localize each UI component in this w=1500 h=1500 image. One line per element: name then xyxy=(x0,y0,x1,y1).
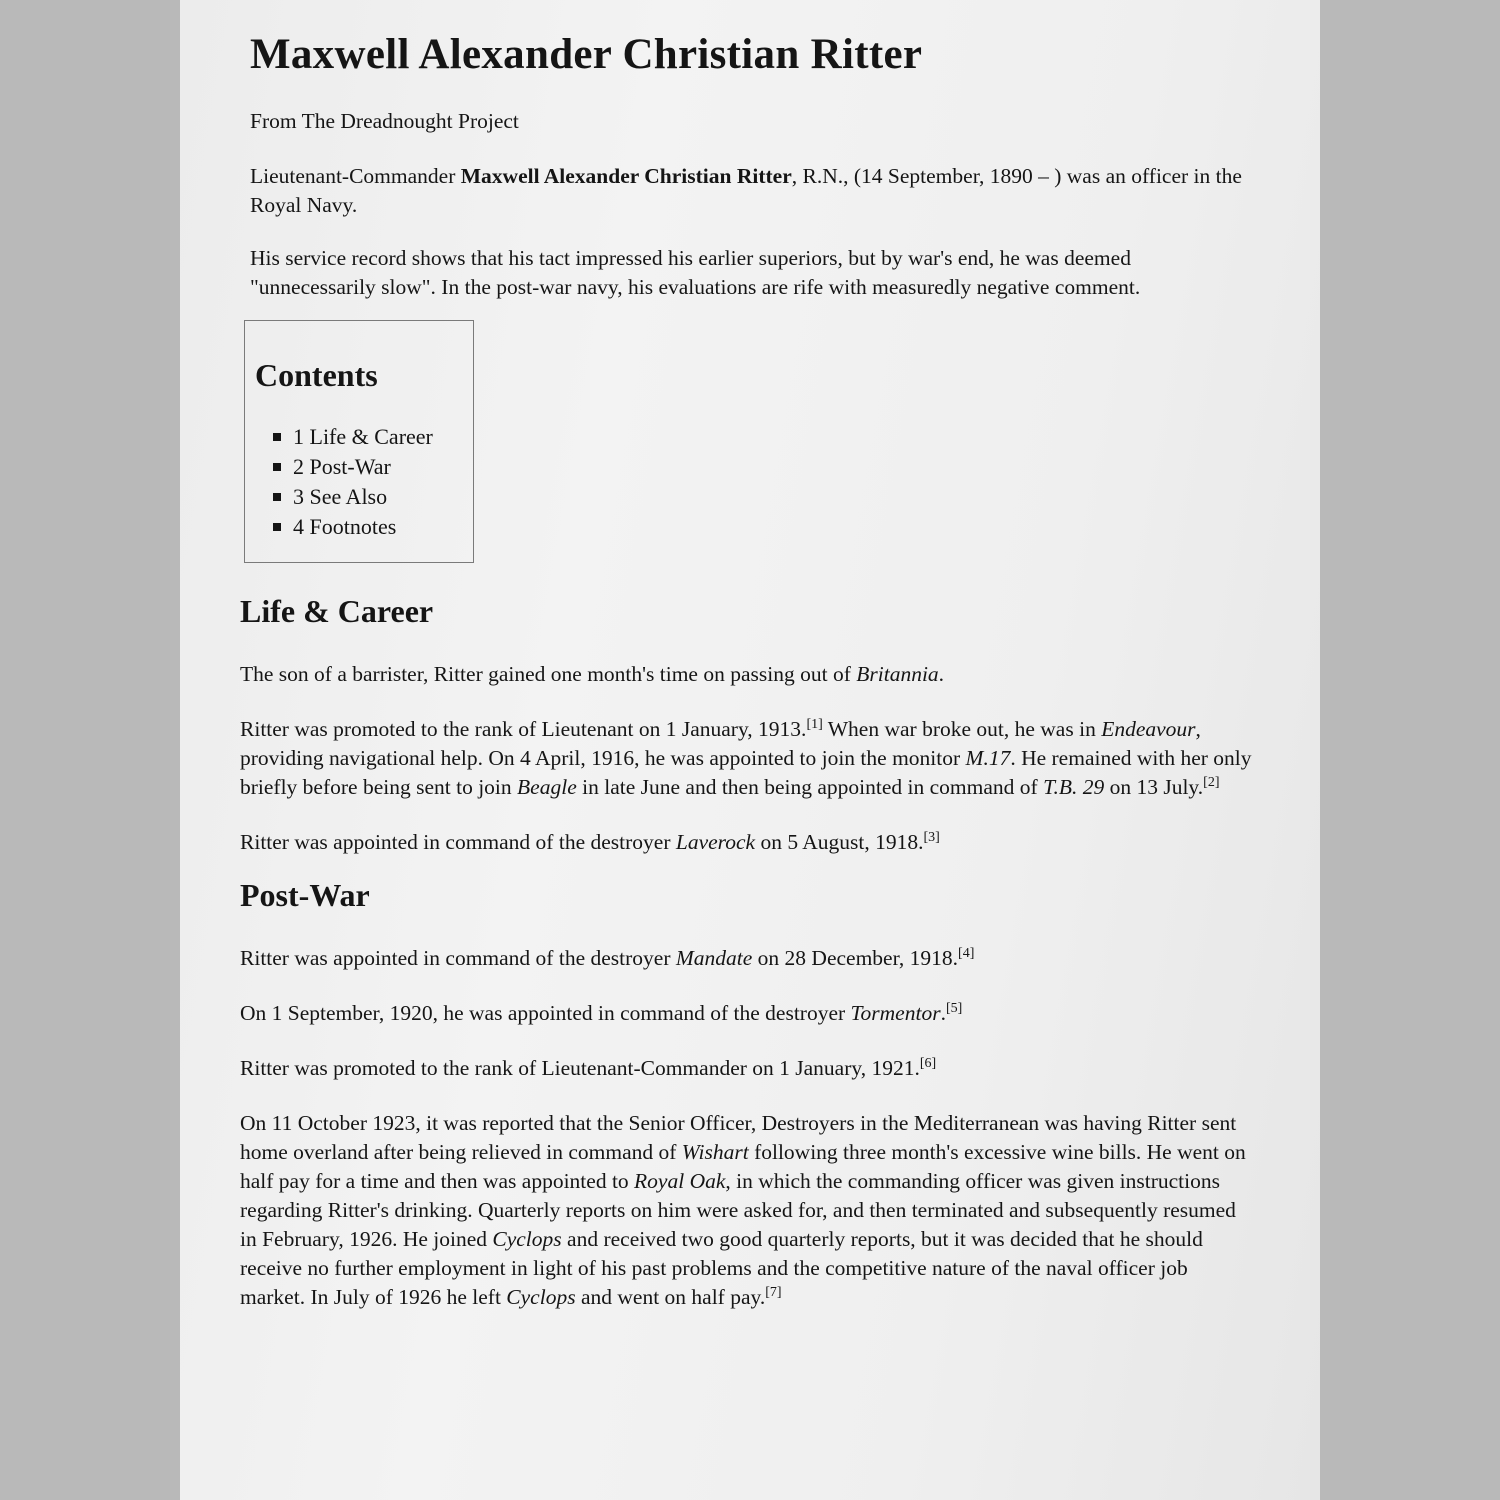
table-of-contents xyxy=(244,320,474,563)
article-body xyxy=(236,30,1256,1338)
ship-name: Britannia xyxy=(856,662,939,686)
ship-name: Mandate xyxy=(675,946,753,970)
ship-name: Laverock xyxy=(675,830,756,854)
section-life-career xyxy=(236,593,1256,857)
footnote-ref[interactable]: [2] xyxy=(1203,774,1220,790)
intro-prefix: Lieutenant-Commander xyxy=(250,164,461,188)
ship-name: Tormentor xyxy=(850,1001,941,1025)
intro-paragraph xyxy=(250,162,1256,220)
page-title: Maxwell Alexander Christian Ritter xyxy=(250,31,923,78)
ship-name: M.17 xyxy=(965,746,1011,770)
toc-item-footnotes[interactable]: 4 Footnotes xyxy=(293,512,473,542)
toc-item-life-career[interactable]: 1 Life & Career xyxy=(293,422,473,452)
section-heading-life-career: Life & Career xyxy=(240,593,434,629)
ship-name: Wishart xyxy=(681,1140,749,1164)
paragraph: Ritter was promoted to the rank of Lieutenant-Commander on 1 January, 1921.[6] xyxy=(240,1055,937,1080)
ship-name: Cyclops xyxy=(506,1285,576,1309)
footnote-ref[interactable]: [1] xyxy=(806,716,823,732)
ship-name: Royal Oak xyxy=(634,1169,726,1193)
ship-name: T.B. 29 xyxy=(1043,775,1105,799)
footnote-ref[interactable]: [7] xyxy=(765,1284,782,1300)
service-summary-paragraph: His service record shows that his tact impressed his earlier superiors, but by war's end, he was deemed "unnecessarily slow". In the post-war navy, his evaluations are rife with measuredly negative comment. xyxy=(250,246,1141,299)
paragraph: Ritter was promoted to the rank of Lieutenant on 1 January, 1913.[1] When war broke out, he was in Endeavour, providing navigational help. On 4 April, 1916, he was appointed to join the monitor M.17. He remained with her only briefly before being sent to join Beagle in late June and then being appointed in command of T.B. 29 on 13 July.[2] xyxy=(240,716,1252,799)
toc-item-see-also[interactable]: 3 See Also xyxy=(293,482,473,512)
toc-title: Contents xyxy=(255,357,378,393)
toc-item-post-war[interactable]: 2 Post-War xyxy=(293,452,473,482)
section-post-war xyxy=(236,877,1256,1312)
source-line: From The Dreadnought Project xyxy=(250,109,519,133)
ship-name: Cyclops xyxy=(492,1227,562,1251)
paragraph: Ritter was appointed in command of the destroyer Laverock on 5 August, 1918.[3] xyxy=(240,829,940,854)
paragraph: Ritter was appointed in command of the destroyer Mandate on 28 December, 1918.[4] xyxy=(240,945,975,970)
intro-suffix: , R.N., (14 September, 1890 – ) was an officer in the Royal Navy. xyxy=(250,164,1242,217)
ship-name: Endeavour xyxy=(1101,717,1196,741)
paragraph: The son of a barrister, Ritter gained one month's time on passing out of Britannia. xyxy=(240,662,945,686)
footnote-ref[interactable]: [6] xyxy=(919,1055,937,1071)
section-heading-post-war: Post-War xyxy=(240,877,370,913)
person-name: Maxwell Alexander Christian Ritter xyxy=(460,164,792,188)
footnote-ref[interactable]: [3] xyxy=(923,829,940,845)
ship-name: Beagle xyxy=(517,775,577,799)
printed-page xyxy=(180,0,1320,1500)
paragraph: On 11 October 1923, it was reported that the Senior Officer, Destroyers in the Mediterranean was having Ritter sent home overland after being relieved in command of Wishart following three month's excessive wine bills. He went on half pay for a time and then was appointed to Royal Oak, in which the commanding officer was given instructions regarding Ritter's drinking. Quarterly reports on him were asked for, and then terminated and subsequently resumed in February, 1926. He joined Cyclops and received two good quarterly reports, but it was decided that he should receive no further employment in light of his past problems and the competitive nature of the naval officer job market. In July of 1926 he left Cyclops and went on half pay.[7] xyxy=(240,1111,1246,1309)
footnote-ref[interactable]: [4] xyxy=(958,945,975,961)
toc-list xyxy=(255,422,473,542)
paragraph: On 1 September, 1920, he was appointed in command of the destroyer Tormentor.[5] xyxy=(240,1000,963,1025)
footnote-ref[interactable]: [5] xyxy=(945,1000,963,1016)
